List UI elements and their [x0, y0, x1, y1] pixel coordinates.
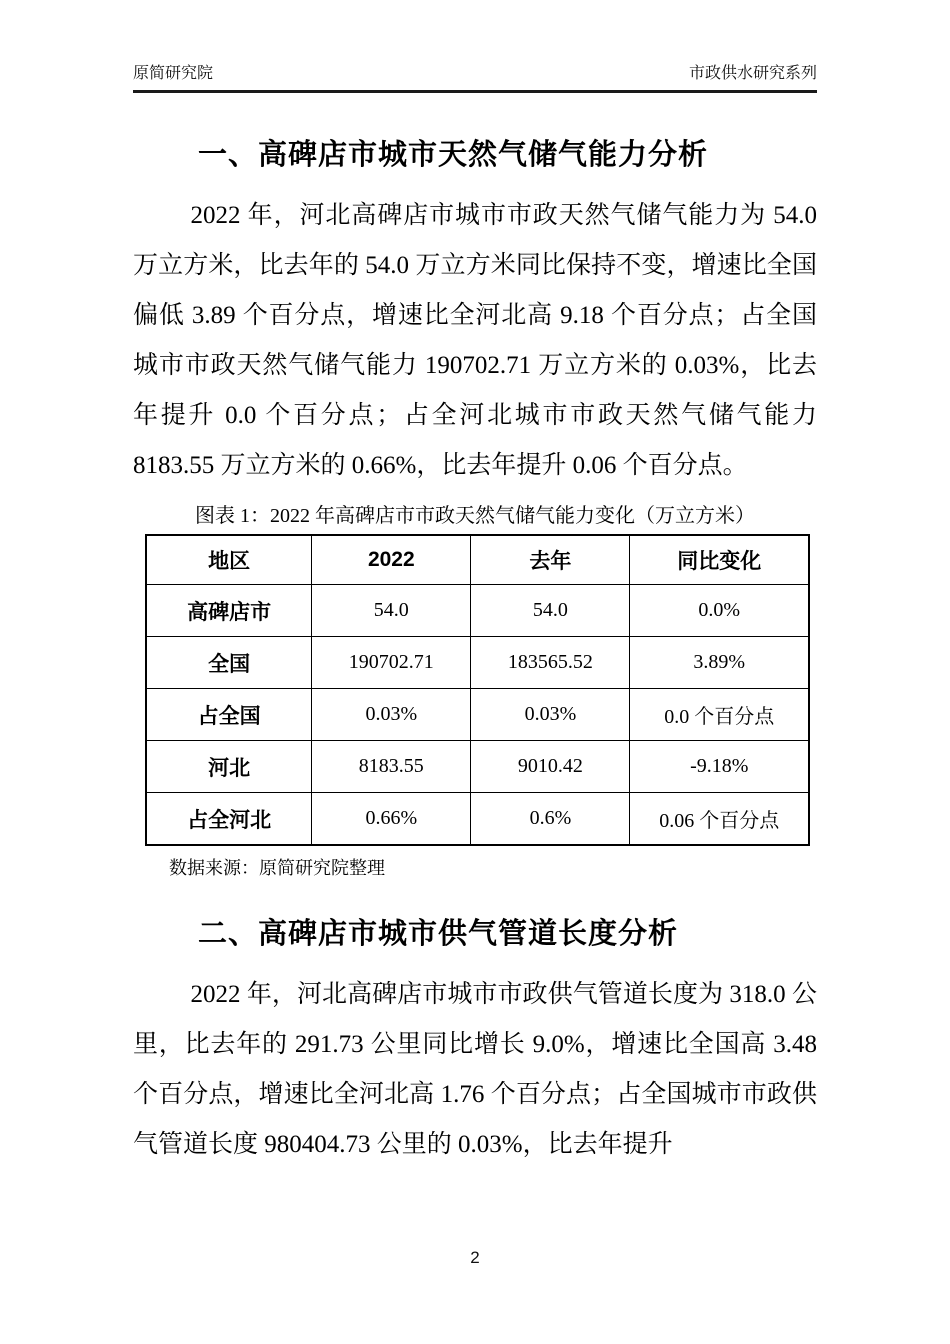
page-number: 2 — [470, 1248, 480, 1267]
table-cell-region: 高碑店市 — [146, 585, 312, 637]
table-row — [146, 689, 809, 741]
table-row — [146, 585, 809, 637]
table-cell: 183565.52 — [471, 637, 630, 689]
header-right-text: 市政供水研究系列 — [688, 65, 817, 82]
section1-paragraph: 2022 年，河北高碑店市城市市政天然气储气能力为 54.0 万立方米，比去年的 54.0 万立方米同比保持不变，增速比全国偏低 3.89 个百分点，增速比全河北高 9.18 个百分点；占全国城市市政天然气储气能力 190702.71 万立方米的 0.03%，比去年提升 0.0 个百分点；占全河北城市市政天然气储气能力 8183.55 万立方米的 0.66%，比去年提升 0.06 个百分点。 — [133, 202, 817, 479]
table-header-lastyear: 去年 — [471, 535, 630, 585]
gas-storage-table — [145, 534, 810, 846]
table-row — [146, 637, 809, 689]
table-cell: 54.0 — [471, 585, 630, 637]
table-cell: 0.03% — [312, 689, 471, 741]
section1-heading: 一、高碑店市城市天然气储气能力分析 — [198, 139, 709, 171]
table-caption: 图表 1：2022 年高碑店市市政天然气储气能力变化（万立方米） — [195, 505, 755, 527]
section2-paragraph: 2022 年，河北高碑店市城市市政供气管道长度为 318.0 公里，比去年的 291.73 公里同比增长 9.0%，增速比全国高 3.48 个百分点，增速比全河北高 1.76 个百分点；占全国城市市政供气管道长度 980404.73 公里的 0.03%，比去年提升 — [133, 981, 817, 1158]
table-cell: 54.0 — [312, 585, 471, 637]
table-cell: 0.03% — [471, 689, 630, 741]
table-header-2022: 2022 — [312, 535, 471, 585]
table-header-yoy: 同比变化 — [630, 535, 809, 585]
table-cell: 8183.55 — [312, 741, 471, 793]
table-cell: 9010.42 — [471, 741, 630, 793]
table-cell: 0.0 个百分点 — [630, 689, 809, 741]
data-source-note: 数据来源：原简研究院整理 — [169, 858, 385, 878]
table-header-row — [146, 535, 809, 585]
table-cell: 3.89% — [630, 637, 809, 689]
table-cell-region: 占全河北 — [146, 793, 312, 846]
table-cell: 0.06 个百分点 — [630, 793, 809, 846]
document-header — [133, 0, 817, 93]
table-cell: 0.0% — [630, 585, 809, 637]
table-cell: 0.6% — [471, 793, 630, 846]
table-cell-region: 占全国 — [146, 689, 312, 741]
table-header-region: 地区 — [146, 535, 312, 585]
table-cell-region: 河北 — [146, 741, 312, 793]
table-row — [146, 741, 809, 793]
section2-heading: 二、高碑店市城市供气管道长度分析 — [198, 918, 679, 950]
table-cell: 0.66% — [312, 793, 471, 846]
table-cell: 190702.71 — [312, 637, 471, 689]
table-row — [146, 793, 809, 846]
header-left-text: 原简研究院 — [133, 65, 214, 82]
table-cell-region: 全国 — [146, 637, 312, 689]
table-cell: -9.18% — [630, 741, 809, 793]
